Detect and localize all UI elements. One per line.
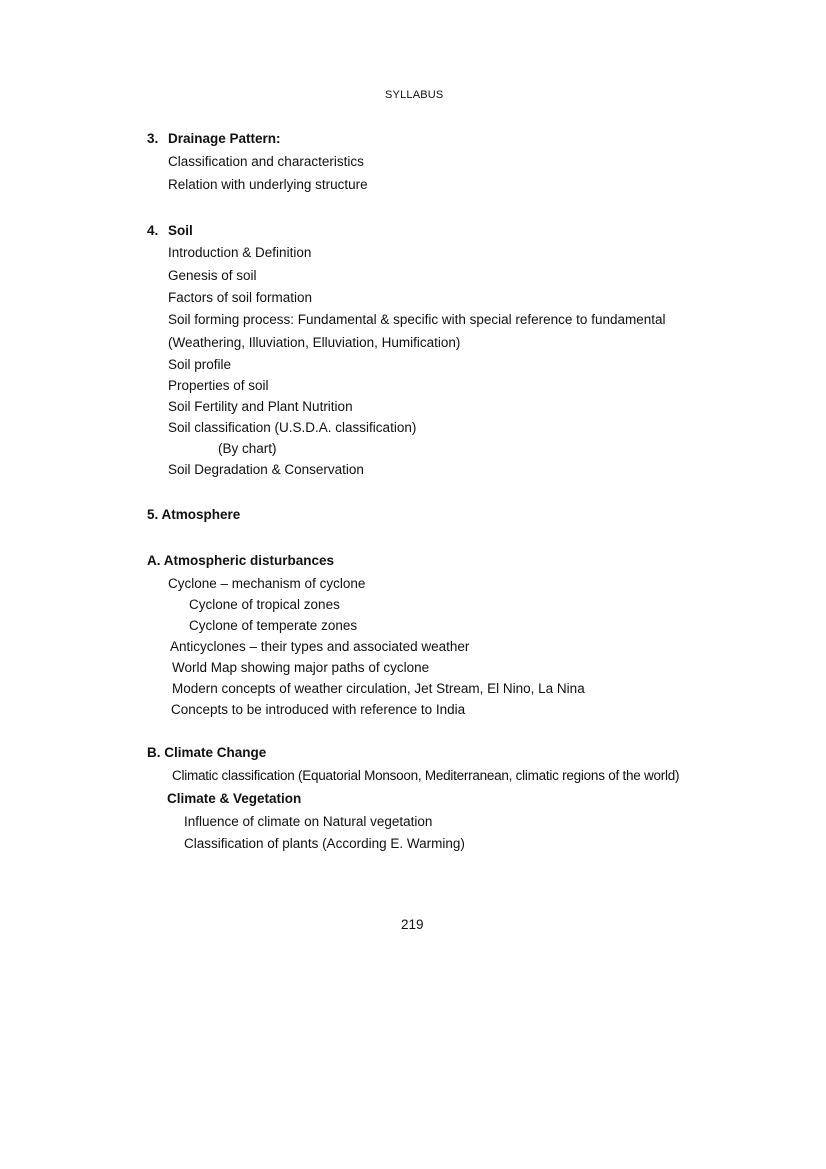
list-item: Cyclone of tropical zones [189, 597, 340, 612]
subheading-climate-vegetation: Climate & Vegetation [167, 791, 302, 806]
list-item: Influence of climate on Natural vegetation [184, 814, 433, 829]
page-number: 219 [401, 917, 424, 932]
list-item: Soil classification (U.S.D.A. classification) [168, 420, 417, 435]
section-5-heading: 5. Atmosphere [147, 507, 241, 522]
list-item: Genesis of soil [168, 268, 257, 283]
list-item: Relation with underlying structure [168, 177, 368, 192]
list-item: Cyclone of temperate zones [189, 618, 358, 633]
list-item: Anticyclones – their types and associated weather [170, 639, 470, 654]
list-item: Factors of soil formation [168, 290, 313, 305]
section-3-heading [147, 131, 281, 147]
list-item: (By chart) [218, 441, 277, 456]
list-item: Properties of soil [168, 378, 269, 393]
list-item: Climatic classification (Equatorial Monsoon, Mediterranean, climatic regions of the world) [172, 768, 680, 783]
list-item: Modern concepts of weather circulation, Jet Stream, El Nino, La Nina [172, 681, 585, 696]
list-item: Classification of plants (According E. Warming) [184, 836, 465, 851]
list-item: Classification and characteristics [168, 154, 364, 169]
section-b-heading: B. Climate Change [147, 745, 267, 760]
list-item: Soil Degradation & Conservation [168, 462, 364, 477]
list-item: World Map showing major paths of cyclone [172, 660, 430, 675]
section-4-heading [147, 223, 193, 239]
list-item: Introduction & Definition [168, 245, 312, 260]
list-item: Soil Fertility and Plant Nutrition [168, 399, 353, 414]
section-3-title: Drainage Pattern: [168, 131, 281, 146]
page-header: SYLLABUS [385, 89, 444, 101]
section-4-title: Soil [168, 223, 193, 238]
section-a-heading: A. Atmospheric disturbances [147, 553, 335, 568]
list-item: (Weathering, Illuviation, Elluviation, Humification) [168, 335, 461, 350]
list-item: Concepts to be introduced with reference to India [171, 702, 466, 717]
section-4-number: 4. [147, 223, 159, 238]
list-item: Soil profile [168, 357, 232, 372]
list-item: Soil forming process: Fundamental & specific with special reference to fundamental [168, 312, 666, 327]
list-item: Cyclone – mechanism of cyclone [168, 576, 366, 591]
section-3-number: 3. [147, 131, 159, 146]
